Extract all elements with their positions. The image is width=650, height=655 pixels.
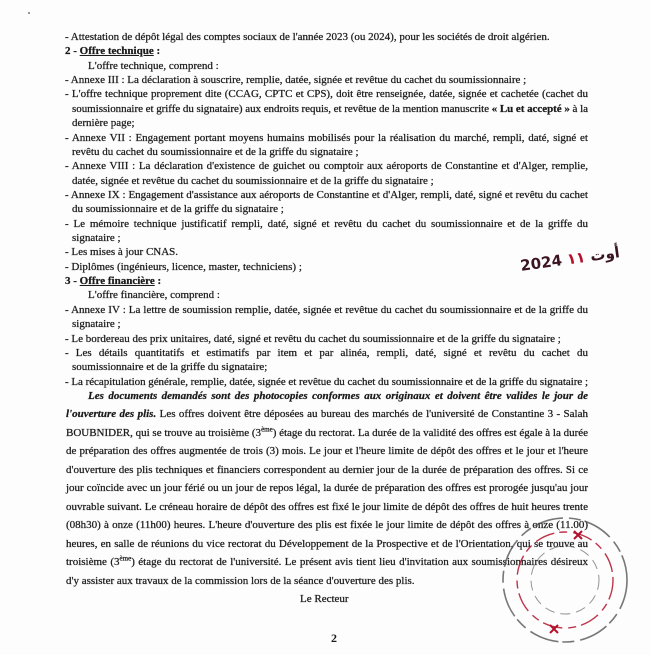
text-segment: datée, signée et revêtue du cachet du soumissionnaire et de la griffe du signataire ;	[72, 174, 434, 187]
text-line	[65, 189, 588, 202]
text-segment: :	[154, 275, 162, 288]
text-line	[65, 304, 588, 317]
text-segment: ) étage du rectorat de l'université. Le présent avis tient lieu d'invitation aux soumissionnaires désireux	[131, 556, 588, 569]
text-line	[65, 347, 588, 360]
text-segment: :	[153, 45, 161, 58]
text-line	[65, 376, 588, 389]
text-segment: - L'offre technique proprement dite (CCAG, CPTC et CPS), doit être renseignée, datée, signée et cachetée (cachet du	[65, 88, 589, 101]
official-seal-icon	[490, 505, 640, 655]
text-segment: troisième (3	[66, 556, 120, 569]
text-segment: - Les mises à jour CNAS.	[65, 246, 179, 259]
text-line	[72, 318, 121, 331]
text-line	[66, 482, 588, 495]
text-segment: l'ouverture des plis.	[66, 408, 157, 420]
text-line	[66, 445, 588, 458]
text-line	[65, 74, 526, 87]
text-segment: d'ouverture des plis techniques et financiers correspondent au dernier jour de la durée de préparation des offres. Si ce	[66, 463, 588, 476]
text-line	[72, 203, 284, 216]
text-segment: à la	[569, 102, 588, 115]
section-heading: Offre technique	[79, 45, 154, 58]
text-segment: - Le mémoire technique justificatif rempli, daté, signé et revêtu du cachet du soumissionnaire et de la griffe du	[65, 217, 588, 230]
text-segment: - Annexe VII : Engagement portant moyens humains mobilisés pour la réalisation du marché, rempli, daté, signé et	[65, 131, 588, 144]
text-line	[88, 60, 219, 73]
text-line	[65, 160, 588, 173]
text-segment: - Le bordereau des prix unitaires, daté, signé et revêtu du cachet du soumissionnaire et de la griffe du signataire ;	[65, 332, 561, 345]
text-segment: L'offre technique, comprend :	[88, 59, 219, 72]
text-segment: 3 -	[65, 275, 80, 288]
text-segment: jour coïncide avec un jour férié ou un jour de repos légal, la durée de préparation des offres est prorogée jusqu'au jour	[66, 482, 588, 495]
date-stamp-year: 2024	[519, 251, 564, 275]
text-line	[65, 31, 550, 44]
text-segment: BOUBNIDER, qui se trouve au troisième (3	[66, 426, 262, 439]
text-segment: - Diplômes (ingénieurs, licence, master, techniciens) ;	[65, 260, 302, 273]
text-segment: heures, en salle de réunions du vice rectorat du Développement de la Prospective et de l'Orientation, qui se trouve au	[66, 537, 588, 550]
text-line	[72, 117, 135, 130]
text-segment: Les offres doivent être déposées au bureau des marchés de l'université de Constantine 3 - Salah	[156, 408, 588, 420]
text-line	[65, 333, 561, 346]
text-segment: dernière page;	[72, 117, 135, 130]
text-segment: - Attestation de dépôt légal des comptes sociaux de l'année 2023 (ou 2024), pour les sociétés de droit algérien.	[65, 31, 550, 43]
text-line	[72, 146, 359, 159]
text-segment: ème	[119, 554, 132, 563]
text-line	[65, 132, 588, 145]
text-line	[65, 275, 161, 288]
text-segment: - Annexe IX : Engagement d'assistance aux aéroports de Constantine et d'Alger, rempli, daté, signé et revêtu du cachet	[65, 188, 588, 201]
scan-speck	[28, 12, 30, 14]
text-segment: - Annexe VIII : La déclaration d'existence de guichet ou comptoir aux aéroports de Constantine et d'Alger, remplie,	[65, 160, 588, 173]
text-line	[66, 424, 588, 440]
text-segment: soumissionnaire et griffe du signataire) aux endroits requis, et revêtue de la mention manuscrite	[72, 102, 492, 115]
text-line	[65, 246, 178, 259]
seal-outer-ring	[503, 518, 627, 642]
seal-inner-ring	[531, 546, 599, 614]
text-line	[66, 575, 415, 588]
text-line	[72, 232, 121, 245]
text-segment: du soumissionnaire et de la griffe du signataire ;	[72, 203, 284, 216]
text-segment: L'offre financière, comprend :	[88, 289, 220, 302]
text-segment: signataire ;	[72, 232, 121, 245]
page-number: 2	[331, 631, 337, 645]
text-segment: de préparation des offres augmentée de trois (3) mois. Le jour et l'heure limite de dépôt des offres et le jour et l'heure	[66, 445, 588, 458]
signature-title: Le Recteur	[300, 593, 349, 605]
text-segment: - La récapitulation générale, remplie, datée, signée et revêtue du cachet du soumissionnaire et de la griffe du signataire ;	[65, 375, 588, 388]
date-stamp-month: أوت	[589, 243, 621, 266]
text-line	[66, 464, 588, 477]
text-segment: ouvrable suivant. Le créneau horaire de dépôt des offres est fixé le jour limite de dépôt des offres de huit heures trente	[66, 500, 589, 513]
text-line	[88, 390, 588, 403]
text-line	[88, 289, 220, 302]
text-segment: d'y assister aux travaux de la commission lors de la séance d'ouverture des plis.	[66, 574, 415, 587]
text-line	[65, 218, 588, 231]
text-line	[65, 88, 588, 101]
text-line	[65, 45, 160, 58]
text-segment: - Annexe III : La déclaration à souscrire, remplie, datée, signée et revêtue du cachet du soumissionnaire ;	[65, 74, 527, 87]
text-line	[66, 408, 588, 421]
text-segment: - Les détails quantitatifs et estimatifs par item et par alinéa, rempli, daté, signé et revêtu du cachet du	[65, 346, 588, 359]
text-line	[72, 361, 267, 374]
text-segment: ) étage du rectorat. La durée de la validité des offres est égale à la durée	[272, 426, 588, 439]
text-segment: - Annexe IV : La lettre de soumission remplie, datée, signée et revêtue du cachet du soumissionnaire et de la griffe du	[65, 303, 588, 316]
text-segment: « Lu et accepté »	[491, 102, 570, 115]
section-heading: Offre financière	[79, 275, 155, 288]
date-stamp	[519, 243, 621, 275]
text-line	[72, 103, 588, 116]
text-segment: signataire ;	[72, 318, 121, 331]
text-line	[65, 261, 302, 274]
text-segment: Les documents demandés sont des photocopies conformes aux originaux et doivent être valides le jour de	[88, 390, 588, 402]
text-segment: revêtu du cachet du soumissionnaire et de la griffe du signataire ;	[72, 145, 359, 158]
date-stamp-day: ١١	[565, 247, 587, 269]
text-segment: soumissionnaire et de la griffe du signataire;	[72, 361, 268, 374]
text-line	[72, 175, 434, 188]
text-segment: 2 -	[65, 45, 80, 58]
text-segment: ème	[261, 424, 273, 433]
text-segment: (08h30) à onze (11h00) heures. L'heure d'ouverture des plis est fixée le jour limite de dépôt des offres à onze (11.00)	[66, 519, 588, 532]
